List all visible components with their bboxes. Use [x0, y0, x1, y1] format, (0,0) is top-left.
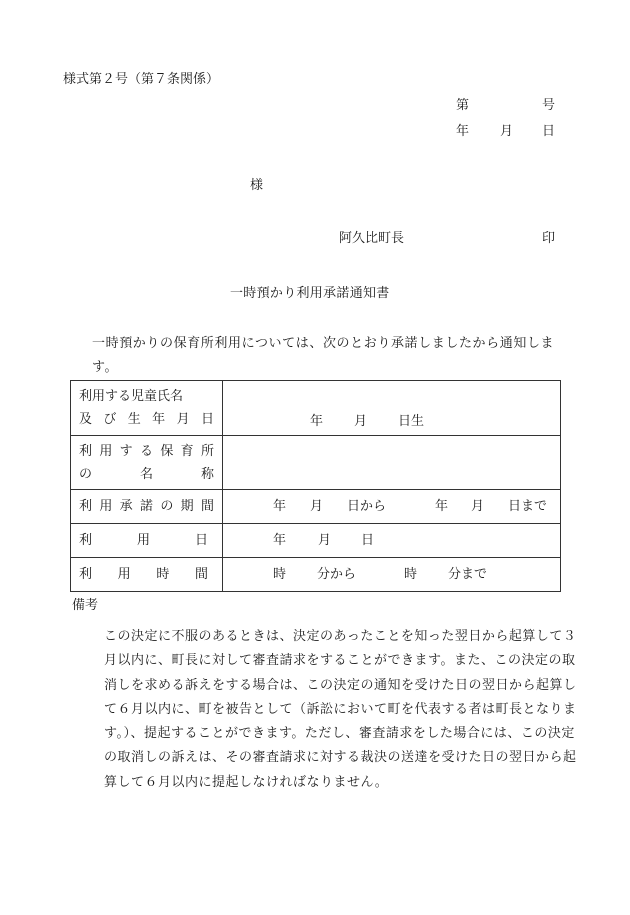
label-char: 承 — [119, 499, 133, 514]
label-char: 日 — [200, 412, 214, 427]
doc-number-prefix: 第 — [456, 98, 470, 113]
label-char: る — [139, 443, 153, 459]
label-char: 保 — [160, 443, 174, 459]
table-row — [71, 524, 561, 558]
label-char: 用 — [117, 567, 131, 582]
label-char: 利 — [79, 533, 93, 548]
child-label-cell — [71, 381, 223, 436]
use-date-label — [79, 529, 214, 552]
table-row — [71, 436, 561, 490]
table-row — [71, 381, 561, 436]
intro-paragraph — [72, 332, 577, 380]
period-to-day: 日まで — [508, 499, 548, 514]
doc-number-suffix: 号 — [542, 98, 556, 113]
nursery-value-cell[interactable] — [223, 436, 561, 490]
use-time-label — [79, 563, 214, 586]
nursery-label-cell — [71, 436, 223, 490]
birth-day-label: 日生 — [398, 414, 425, 429]
label-char: 年 — [152, 412, 166, 427]
remarks-body: この決定に不服のあるときは、決定のあったことを知った翌日から起算して３月以内に、町長に対して審査請求をすることができます。また、この決定の取消しを求める訴えをする場合は、この決定の通知を受けた日の翌日から起算して６月以内に、町を被告として（訴訟において町を代表する者は町長となります。）、提起することができます。ただし、審査請求をした場合には、この決定の取消しの訴えは、その審査請求に対する裁決の送達を受けた日の翌日から起算して６月以内に提起しなければなりません。 — [104, 629, 577, 790]
date-year-label: 年 — [456, 124, 470, 139]
label-char: 間 — [200, 499, 214, 514]
label-char: 用 — [99, 499, 113, 514]
time-from-hour: 時 — [273, 567, 287, 582]
use-day: 日 — [361, 533, 375, 548]
label-char: 時 — [156, 567, 170, 582]
use-date-label-cell — [71, 524, 223, 558]
label-char: 日 — [194, 533, 208, 548]
label-char: 称 — [200, 466, 214, 482]
label-char: 利 — [79, 443, 93, 459]
remarks-heading: 備考 — [72, 598, 99, 613]
label-char: び — [103, 412, 117, 427]
period-from-month: 月 — [310, 499, 324, 514]
label-char: 月 — [176, 412, 190, 427]
child-label-line1: 利用する児童氏名 — [79, 389, 184, 404]
use-month: 月 — [318, 533, 332, 548]
child-label-line2 — [79, 408, 214, 431]
label-char: 育 — [180, 443, 194, 459]
intro-text: 一時預かりの保育所利用については、次のとおり承諾しましたから通知します。 — [92, 336, 555, 375]
label-char: 及 — [79, 412, 93, 427]
label-char: 用 — [99, 443, 113, 459]
label-char: す — [119, 443, 133, 459]
use-date-value-cell[interactable] — [223, 524, 561, 558]
recipient-honorific: 様 — [250, 178, 264, 193]
period-label — [79, 495, 214, 518]
document-title: 一時預かり利用承諾通知書 — [230, 286, 390, 301]
period-from-year: 年 — [273, 499, 287, 514]
birth-year-label: 年 — [310, 414, 324, 429]
period-to-year: 年 — [435, 499, 449, 514]
label-char: 諾 — [139, 499, 153, 514]
date-month-label: 月 — [500, 124, 514, 139]
label-char: 用 — [136, 533, 150, 548]
table-row — [71, 490, 561, 524]
time-from-minute: 分から — [317, 567, 357, 582]
approval-table — [70, 380, 561, 592]
sender-name: 阿久比町長 — [339, 231, 405, 246]
remarks-paragraph — [88, 625, 583, 795]
period-value-cell[interactable] — [223, 490, 561, 524]
form-number: 様式第２号（第７条関係） — [63, 72, 220, 87]
label-char: の — [160, 499, 174, 514]
period-to-month: 月 — [471, 499, 485, 514]
label-char: 所 — [200, 443, 214, 459]
label-char: の — [79, 466, 93, 482]
time-to-hour: 時 — [404, 567, 418, 582]
period-label-cell — [71, 490, 223, 524]
label-char: 生 — [127, 412, 141, 427]
nursery-label-line2 — [79, 463, 214, 486]
child-value-cell[interactable] — [223, 381, 561, 436]
label-char: 間 — [194, 567, 208, 582]
birth-month-label: 月 — [354, 414, 368, 429]
use-time-label-cell — [71, 558, 223, 592]
label-char: 名 — [139, 466, 153, 482]
label-char: 期 — [180, 499, 194, 514]
time-to-minute: 分まで — [448, 567, 488, 582]
nursery-label-line1 — [79, 440, 214, 463]
period-from-day: 日から — [347, 499, 387, 514]
use-year: 年 — [273, 533, 287, 548]
date-day-label: 日 — [542, 124, 556, 139]
label-char: 利 — [79, 567, 93, 582]
label-char: 利 — [79, 499, 93, 514]
table-row — [71, 558, 561, 592]
seal-mark: 印 — [542, 231, 556, 246]
use-time-value-cell[interactable] — [223, 558, 561, 592]
